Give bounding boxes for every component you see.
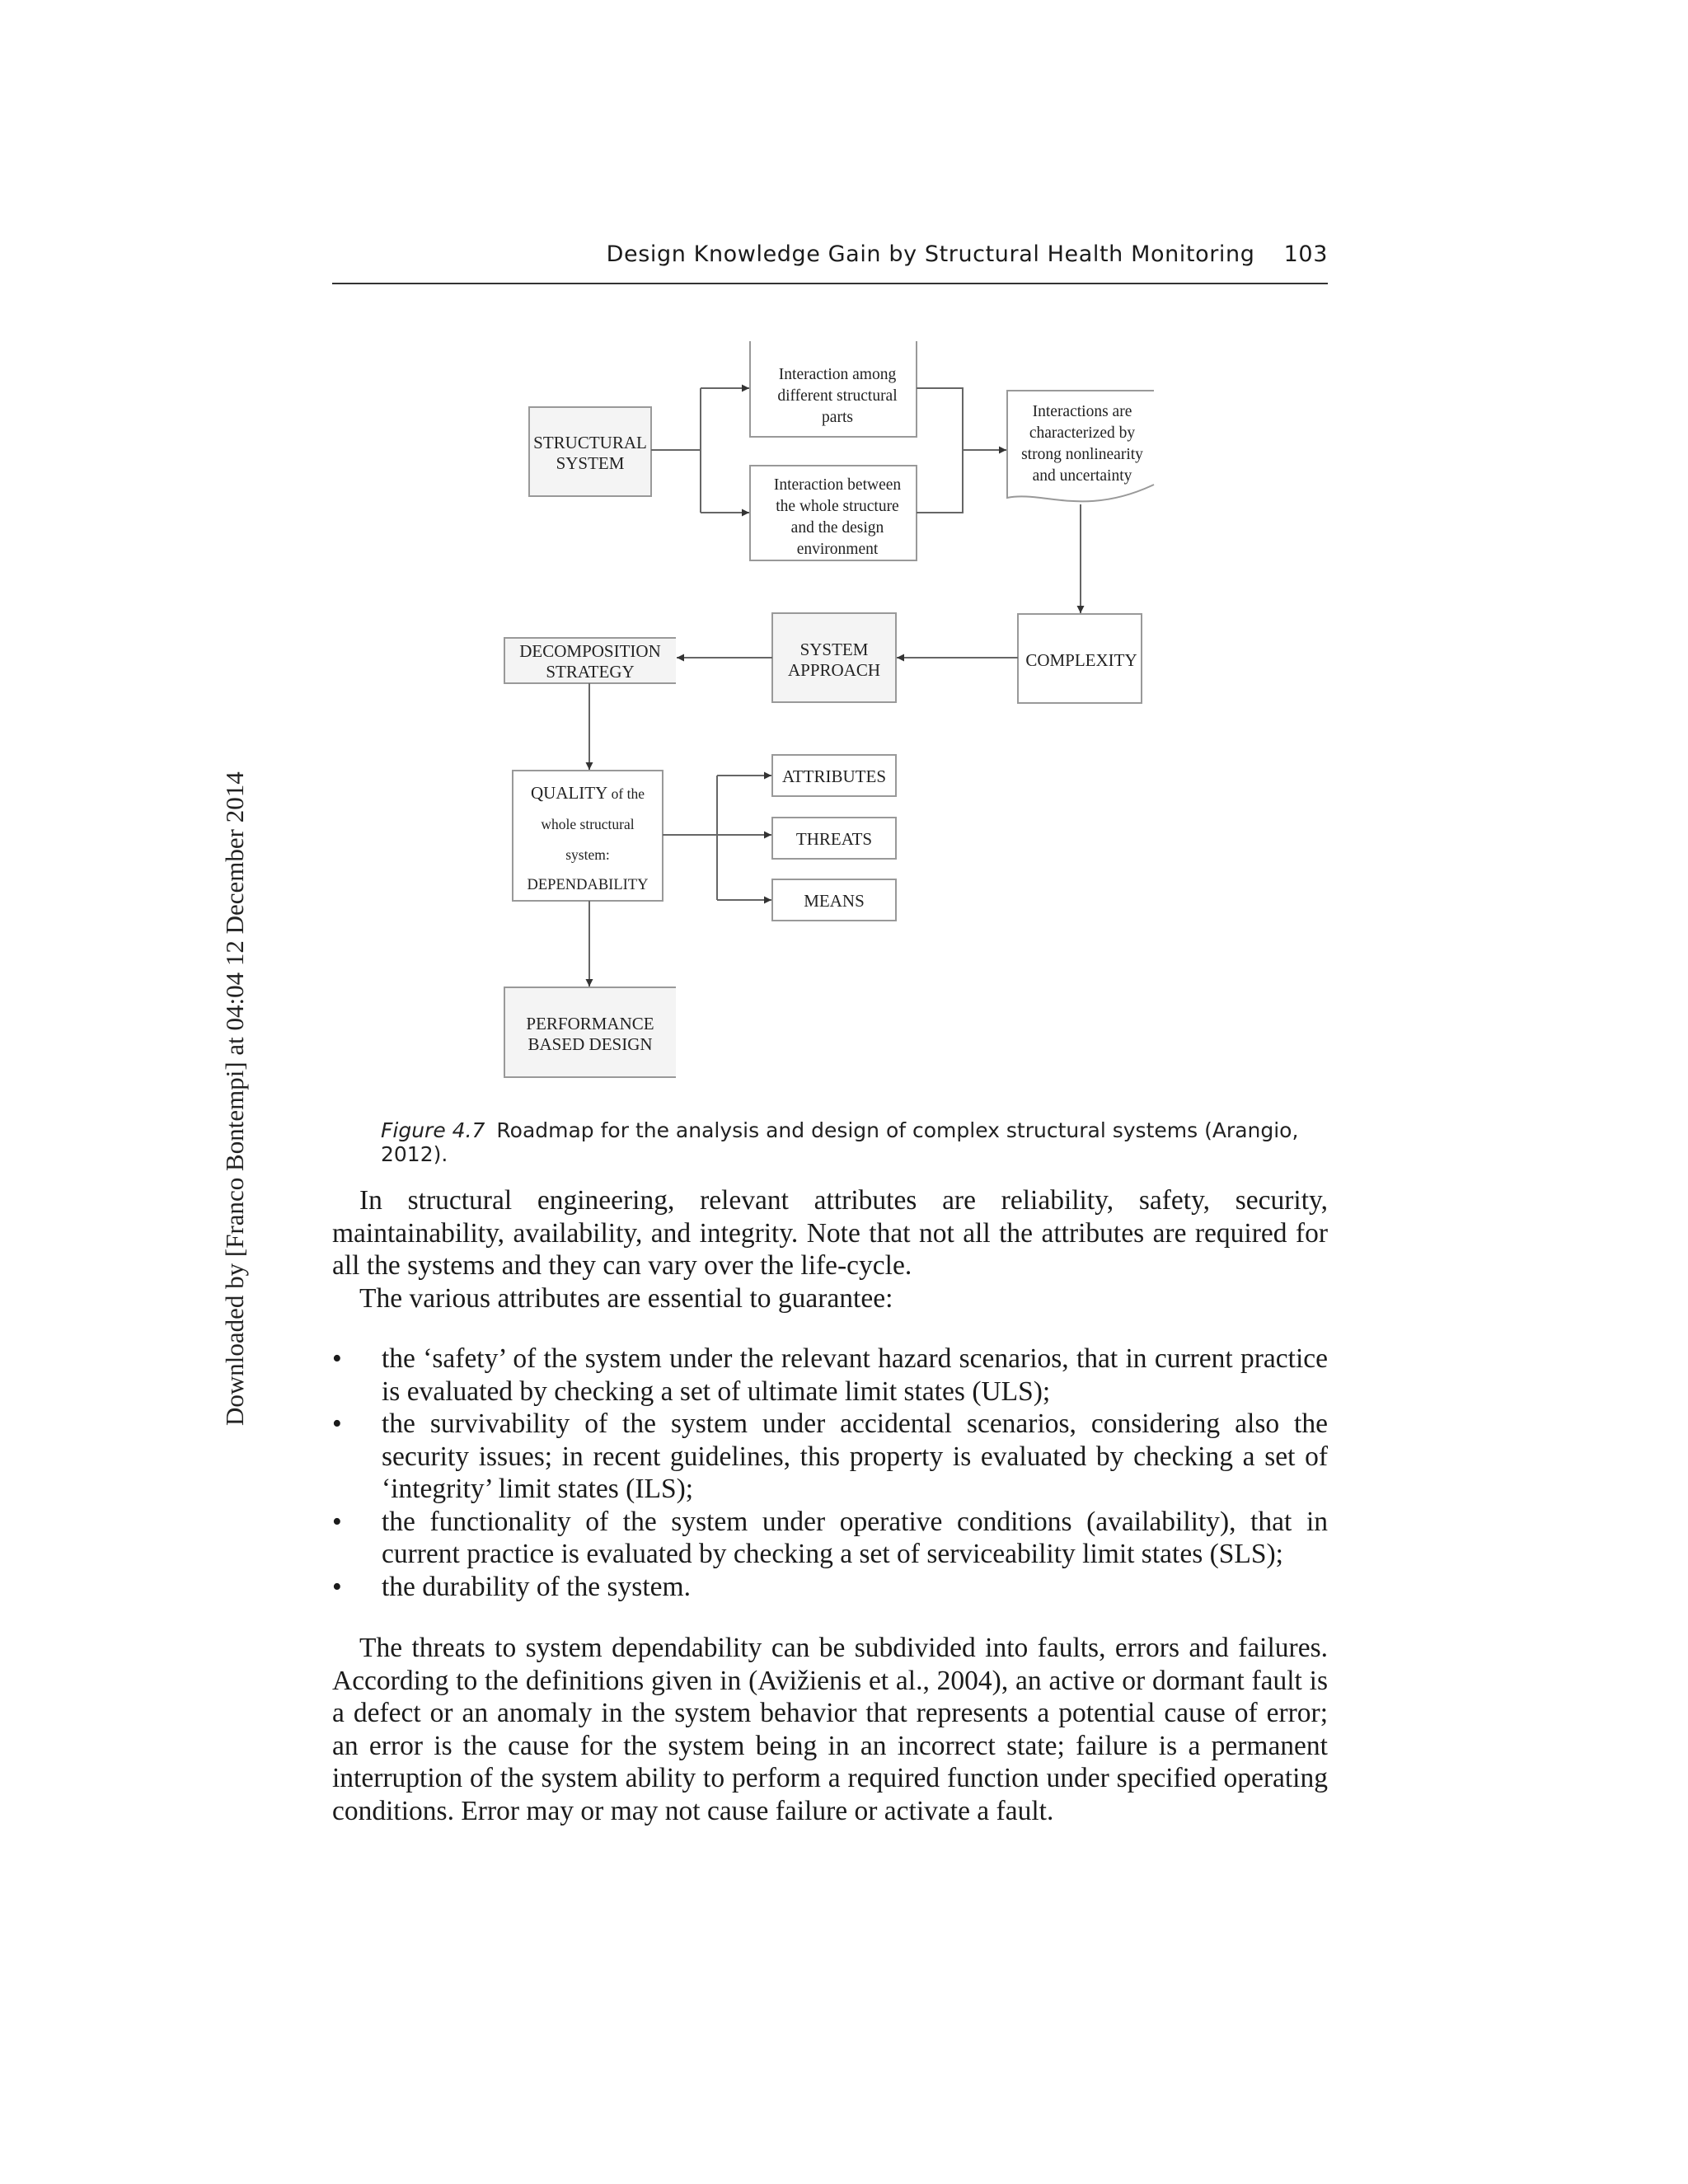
system-approach-label: SYSTEM APPROACH xyxy=(787,640,881,680)
body-text-bottom xyxy=(332,1632,1328,1827)
download-watermark: Downloaded by [Franco Bontempi] at 04:04 12 December 2014 xyxy=(220,771,249,1426)
means-label: MEANS xyxy=(804,891,865,911)
quality-label: QUALITY of the whole structural system: DEPENDABILITY xyxy=(527,783,649,893)
bullet-list-block xyxy=(332,1343,1328,1603)
bullet-item: • the ‘safety’ of the system under the relevant hazard scenarios, that in current practice is evaluated by checking a set of ultimate limit states (ULS); xyxy=(332,1343,1328,1408)
attributes-label: ATTRIBUTES xyxy=(782,766,886,786)
page-number: 103 xyxy=(1283,241,1328,267)
figure-label: Figure 4.7 xyxy=(381,1118,485,1142)
interaction-among-label: Interaction among different structural parts xyxy=(777,366,898,426)
decomposition-label: DECOMPOSITION STRATEGY xyxy=(519,641,661,682)
bullet-item: • the survivability of the system under accidental scenarios, considering also the security issues; in recent guidelines, this property is evaluated by checking a set of ‘integrity’ limit states (ILS); xyxy=(332,1408,1328,1506)
running-title: Design Knowledge Gain by Structural Health Monitoring xyxy=(606,241,1255,267)
complexity-label: COMPLEXITY xyxy=(1025,650,1137,670)
structural-system-label: STRUCTURAL SYSTEM xyxy=(533,433,647,473)
figure-caption xyxy=(381,1118,1329,1166)
figure-caption-text: Roadmap for the analysis and design of complex structural systems (Arangio, 2012). xyxy=(381,1118,1299,1166)
bullet-item: • the functionality of the system under operative conditions (availability), that in current practice is evaluated by checking a set of serviceability limit states (SLS); xyxy=(332,1506,1328,1571)
body-text-top xyxy=(332,1184,1328,1315)
paragraph-attributes: In structural engineering, relevant attributes are reliability, safety, security, maintainability, availability, and integrity. Note that not all the attributes are required for all the systems and they can vary over the life-cycle. xyxy=(332,1185,1328,1281)
bullet-item: • the durability of the system. xyxy=(332,1571,1328,1604)
performance-label: PERFORMANCE BASED DESIGN xyxy=(526,1014,654,1054)
interactions-note-label: Interactions are characterized by strong nonlinearity and uncertainty xyxy=(1021,403,1143,485)
interaction-between-label: Interaction between the whole structure and the design environment xyxy=(773,476,902,558)
paragraph-guarantee: The various attributes are essential to guarantee: xyxy=(359,1282,893,1314)
threats-label: THREATS xyxy=(795,829,873,849)
attribute-bullet-list xyxy=(332,1343,1328,1603)
paragraph-threats: The threats to system dependability can be subdivided into faults, errors and failures. According to the definitions given in (Avižienis et al., 2004), an active or dormant fault is a defect or an anomaly in the system behavior that represents a potential cause of error; an error is the cause for the system being in an incorrect state; failure is a permanent interruption of the system ability to perform a required function under specified operating conditions. Error may or may not cause failure or activate a fault. xyxy=(332,1633,1328,1826)
